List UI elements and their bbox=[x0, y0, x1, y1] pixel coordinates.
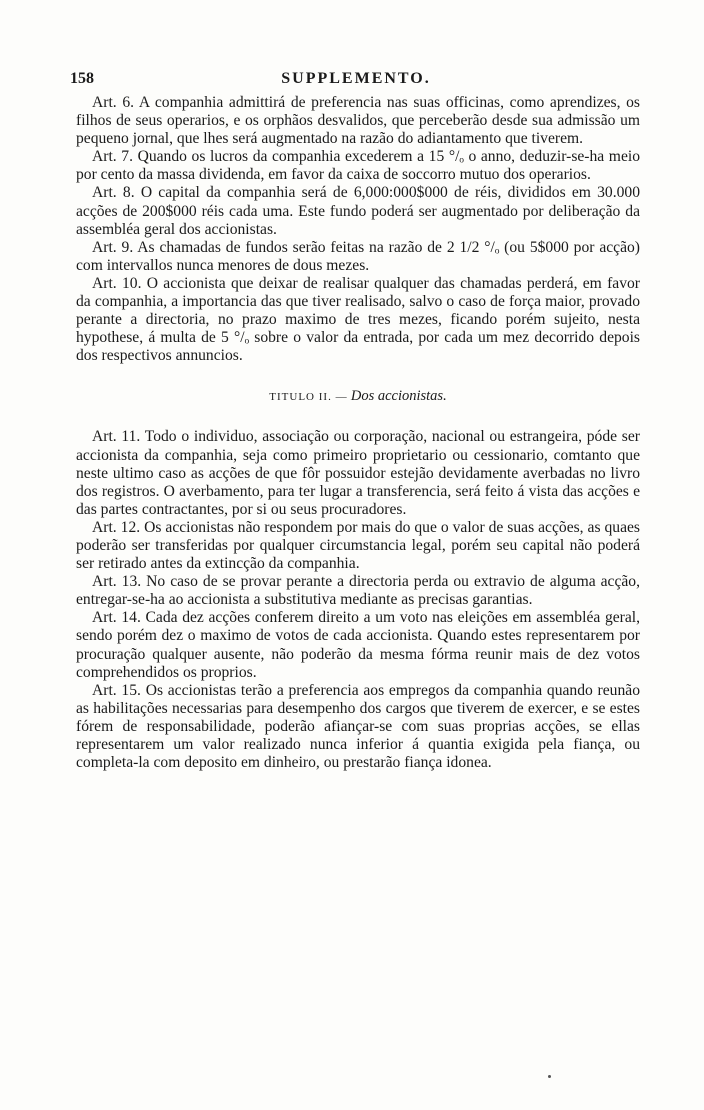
article-text: Quando os lucros da companhia excederem a 15 °/ₒ o anno, deduzir-se-ha meio por cento da massa dividenda, em favor da caixa de soccorro mutuo dos operarios. bbox=[76, 148, 640, 184]
article-8 bbox=[76, 184, 640, 238]
article-6 bbox=[76, 94, 640, 148]
body-text bbox=[76, 94, 640, 772]
section-label: TITULO II. — bbox=[269, 391, 348, 404]
article-text: Todo o individuo, associação ou corporação, nacional ou estrangeira, póde ser accionista da companhia, seja como primeiro proprietario ou cessionario, comtanto que neste ultimo caso as acções de que fôr possuidor estejão devidamente averbadas no livro dos registros. O averbamento, para ter lugar a transferencia, será feito á vista das acções e das partes contractantes, por si ou seus procuradores. bbox=[76, 428, 640, 518]
ink-speck bbox=[548, 1075, 551, 1078]
article-text: Cada dez acções conferem direito a um voto nas eleições em assembléa geral, sendo porém dez o maximo de votos de cada accionista. Quando estes representarem por procuração qualquer ausente, não poderão da mesma fórma reunir mais de dez votos comprehendidos os proprios. bbox=[76, 609, 641, 681]
article-text: O accionista que deixar de realisar qualquer das chamadas perderá, em favor da companhia, a importancia das que tiver realisado, salvo o caso de força maior, provado perante a directoria, no prazo maximo de tres mezes, ficando porém sujeito, nesta hypothese, á multa de 5 °/ₒ sobre o valor da entrada, por cada um mez decorrido depois dos respectivos annuncios. bbox=[76, 274, 641, 365]
article-10 bbox=[76, 275, 640, 365]
article-number: Art. 12. bbox=[92, 518, 141, 536]
article-number: Art. 14. bbox=[92, 609, 141, 627]
article-text: Os accionistas terão a preferencia aos empregos da companhia quando reunão as habilitações necessarias para desempenho dos cargos que tiverem de exercer, e se estes fórem de responsabilidade, poderão afiançar-se com suas proprias acções, se ellas representarem um valor realizado nunca inferior á quantia exigida pela fiança, ou completa-la com deposito em dinheiro, ou prestarão fiança idonea. bbox=[76, 681, 640, 772]
page-number: 158 bbox=[70, 70, 94, 87]
article-text: No caso de se provar perante a directoria perda ou extravio de alguma acção, entregar-se-ha ao accionista a substitutiva mediante as precisas garantias. bbox=[76, 573, 641, 609]
article-15 bbox=[76, 682, 640, 772]
article-number: Art. 13. bbox=[92, 573, 142, 591]
page-header bbox=[70, 70, 642, 92]
article-number: Art. 10. bbox=[92, 274, 142, 292]
article-number: Art. 9. bbox=[92, 238, 134, 256]
article-text: As chamadas de fundos serão feitas na razão de 2 1/2 °/ₒ (ou 5$000 por acção) com intervallos nunca menores de dous mezes. bbox=[76, 238, 640, 274]
article-7 bbox=[76, 148, 640, 184]
section-heading bbox=[76, 387, 640, 406]
article-number: Art. 15. bbox=[92, 681, 141, 699]
article-11 bbox=[76, 428, 640, 518]
section-name: Dos accionistas. bbox=[350, 388, 447, 405]
article-12 bbox=[76, 519, 640, 573]
article-13 bbox=[76, 573, 640, 609]
running-head: SUPPLEMENTO. bbox=[281, 70, 431, 87]
article-9 bbox=[76, 239, 640, 275]
article-number: Art. 6. bbox=[92, 94, 135, 111]
article-number: Art. 11. bbox=[92, 428, 141, 446]
article-text: O capital da companhia será de 6,000:000$000 de réis, divididos em 30.000 acções de 200$000 réis cada uma. Este fundo poderá ser augmentado por deliberação da assembléa geral dos accionistas. bbox=[76, 184, 640, 238]
article-text: A companhia admittirá de preferencia nas suas officinas, como aprendizes, os filhos de seus operarios, e os orphãos desvalidos, que perceberão desde sua admissão um pequeno jornal, que lhes será augmentado na razão do adiantamento que tiverem. bbox=[76, 94, 641, 148]
article-14 bbox=[76, 609, 640, 681]
article-text: Os accionistas não respondem por mais do que o valor de suas acções, as quaes poderão ser transferidas por qualquer circumstancia legal, porém seu capital não poderá ser retirado antes da extincção da companhia. bbox=[76, 518, 640, 573]
article-number: Art. 8. bbox=[92, 184, 135, 202]
article-number: Art. 7. bbox=[92, 148, 133, 166]
